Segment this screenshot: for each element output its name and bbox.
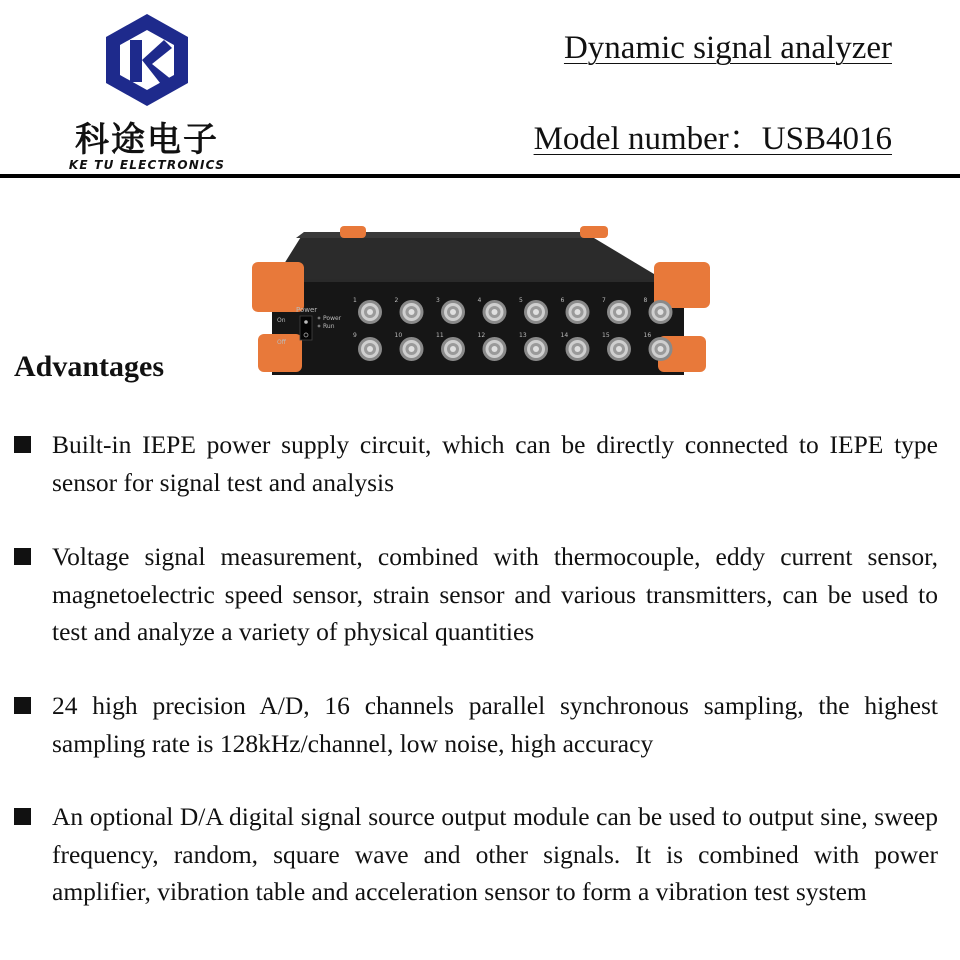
logo-name-english: KE TU ELECTRONICS: [68, 158, 226, 172]
advantage-item: [14, 687, 938, 762]
company-logo: [62, 12, 232, 172]
led-label-power: Power: [323, 315, 342, 322]
channel-label: 16: [643, 332, 652, 339]
channel-label: 2: [394, 297, 399, 304]
channel-label: 7: [602, 297, 606, 304]
channel-label: 8: [643, 297, 648, 304]
advantage-item: [14, 798, 938, 911]
channel-label: 13: [519, 332, 527, 339]
square-bullet-icon: [14, 697, 31, 714]
logo-name-chinese: 科途电子: [75, 120, 219, 160]
advantage-item: [14, 426, 938, 501]
device-illustration: [244, 222, 714, 377]
channel-label: 14: [560, 332, 569, 339]
channel-label: 4: [477, 297, 482, 304]
channel-label: 9: [353, 332, 357, 339]
off-label: Off: [277, 339, 286, 346]
square-bullet-icon: [14, 548, 31, 565]
channel-label: 12: [477, 332, 486, 339]
header-divider: [0, 174, 960, 178]
square-bullet-icon: [14, 808, 31, 825]
led-label-run: Run: [323, 323, 335, 330]
power-switch: [300, 316, 312, 340]
channel-label: 10: [394, 332, 403, 339]
advantage-text: Voltage signal measurement, combined with thermocouple, eddy current sensor, magnetoelectric speed sensor, strain sensor and various transmitters, can be used to test and analyze a variety of physical quantities: [52, 542, 938, 646]
rear-right-bumper: [580, 226, 608, 238]
product-title: Dynamic signal analyzer: [563, 30, 892, 66]
logo-mark-icon: [100, 12, 194, 108]
channel-label: 11: [436, 332, 444, 339]
advantages-heading: Advantages: [14, 350, 165, 383]
channel-label: 15: [602, 332, 610, 339]
power-label: Power: [296, 306, 318, 314]
advantage-text: An optional D/A digital signal source output module can be used to output sine, sweep frequency, random, square wave and other signals. It is combined with power amplifier, vibration table and acceleration sensor to form a vibration test system: [52, 802, 938, 906]
power-led: [318, 317, 321, 320]
channel-label: 1: [353, 297, 357, 304]
model-number: Model number：USB4016: [533, 121, 892, 157]
channel-label: 3: [436, 297, 440, 304]
front-left-bumper: [252, 262, 304, 312]
advantage-item: [14, 538, 938, 651]
square-bullet-icon: [14, 436, 31, 453]
device-photo: [244, 222, 714, 382]
channel-label: 6: [560, 297, 565, 304]
channel-label: 5: [519, 297, 523, 304]
rear-left-bumper: [340, 226, 366, 238]
advantage-text: Built-in IEPE power supply circuit, which can be directly connected to IEPE type sensor for signal test and analysis: [52, 430, 938, 497]
advantage-text: 24 high precision A/D, 16 channels parallel synchronous sampling, the highest sampling rate is 128kHz/channel, low noise, high accuracy: [52, 691, 938, 758]
run-led: [318, 325, 321, 328]
on-label: On: [277, 317, 286, 324]
